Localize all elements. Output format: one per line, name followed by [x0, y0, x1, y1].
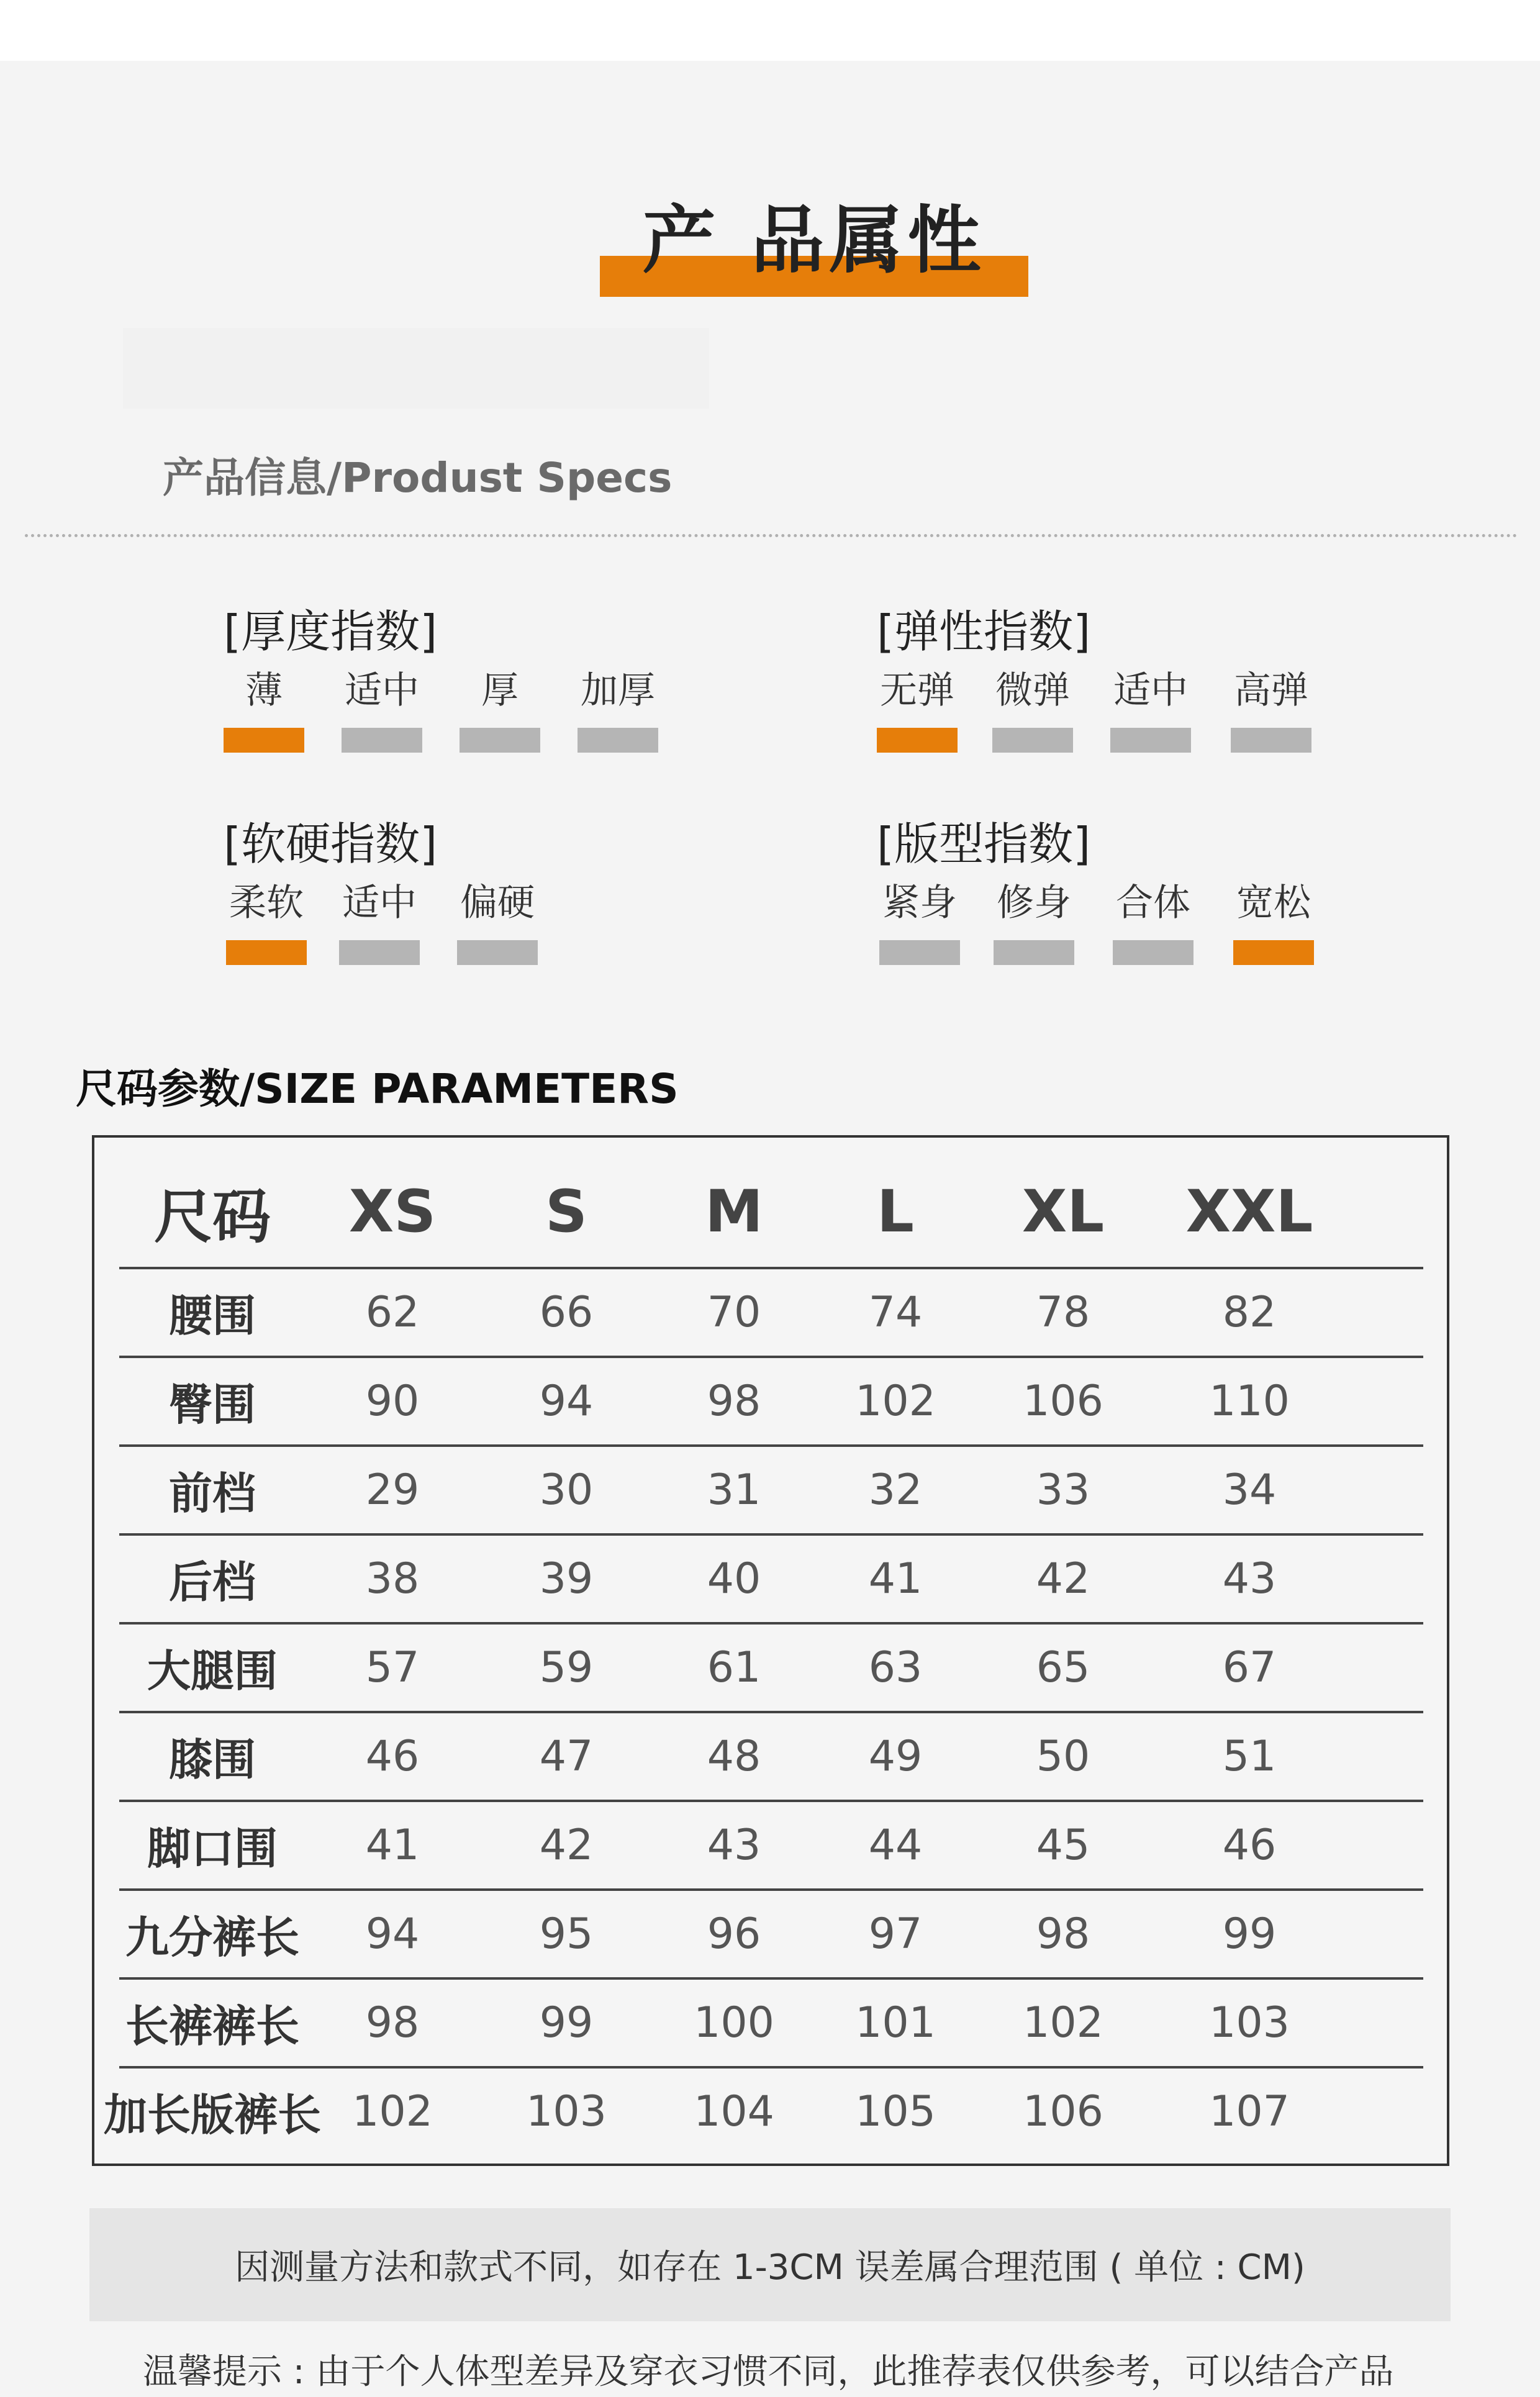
table-cell: 107 — [1209, 2087, 1290, 2136]
table-cell: 94 — [539, 1377, 594, 1426]
table-cell: 47 — [539, 1732, 594, 1781]
table-cell: 46 — [365, 1732, 420, 1781]
table-cell: 78 — [1036, 1288, 1090, 1337]
table-cell: 102 — [352, 2087, 433, 2136]
top-strip — [0, 0, 1540, 61]
table-cell: 39 — [539, 1554, 594, 1603]
option-label: 适中 — [1113, 669, 1188, 712]
table-cell: 98 — [365, 1998, 420, 2047]
option-label: 无弹 — [880, 669, 954, 712]
option-label: 加厚 — [581, 669, 655, 712]
table-cell: 40 — [707, 1554, 761, 1603]
table-cell: 45 — [1036, 1821, 1090, 1870]
option-label: 适中 — [342, 881, 417, 925]
table-row — [119, 1802, 1423, 1891]
option-bar — [339, 940, 420, 965]
option-label: 合体 — [1116, 881, 1190, 925]
table-cell: 103 — [1209, 1998, 1290, 2047]
option-bar — [1113, 940, 1194, 965]
option-bar — [226, 940, 307, 965]
table-cell: 50 — [1036, 1732, 1090, 1781]
dotted-divider — [25, 534, 1518, 537]
table-cell: 44 — [868, 1821, 923, 1870]
table-cell: 102 — [855, 1377, 936, 1426]
measurement-note: 因测量方法和款式不同，如存在 1-3CM 误差属合理范围 ( 单位 : CM) — [89, 2208, 1451, 2321]
table-cell: 41 — [868, 1554, 923, 1603]
row-label-cell: 九分裤长 — [125, 1912, 299, 1963]
table-cell: 110 — [1209, 1377, 1290, 1426]
row-label-cell: 加长版裤长 — [104, 2090, 321, 2141]
option-bar — [992, 728, 1073, 753]
table-cell: 104 — [694, 2087, 774, 2136]
index-title: [软硬指数] — [224, 818, 438, 870]
page-title: 产 品属性 — [642, 197, 986, 283]
table-cell: 100 — [694, 1998, 774, 2047]
size-table — [92, 1135, 1449, 2166]
table-cell: 31 — [707, 1466, 761, 1515]
header-cell: XS — [348, 1177, 437, 1246]
table-cell: 105 — [855, 2087, 936, 2136]
option-label: 柔软 — [229, 881, 304, 925]
option-bar — [879, 940, 960, 965]
option-bar — [457, 940, 538, 965]
option-bar — [342, 728, 422, 753]
table-cell: 57 — [365, 1643, 420, 1692]
header-cell: 尺码 — [153, 1183, 271, 1251]
table-cell: 102 — [1023, 1998, 1103, 2047]
index-title: [厚度指数] — [224, 605, 438, 658]
table-cell: 99 — [539, 1998, 594, 2047]
option-label: 高弹 — [1234, 669, 1308, 712]
table-row — [119, 1358, 1423, 1447]
table-row — [119, 1536, 1423, 1624]
index-title: [弹性指数] — [877, 605, 1091, 658]
table-row — [119, 1713, 1423, 1802]
table-cell: 43 — [707, 1821, 761, 1870]
table-cell: 101 — [855, 1998, 936, 2047]
table-cell: 106 — [1023, 1377, 1103, 1426]
table-cell: 94 — [365, 1910, 420, 1959]
table-cell: 67 — [1222, 1643, 1277, 1692]
faint-placeholder-box — [123, 328, 709, 409]
table-cell: 42 — [1036, 1554, 1090, 1603]
option-bar — [460, 728, 540, 753]
table-cell: 61 — [707, 1643, 761, 1692]
table-header-row — [119, 1156, 1423, 1269]
header-cell: XL — [1021, 1177, 1105, 1246]
table-cell: 65 — [1036, 1643, 1090, 1692]
table-cell: 63 — [868, 1643, 923, 1692]
table-cell: 43 — [1222, 1554, 1277, 1603]
table-cell: 46 — [1222, 1821, 1277, 1870]
option-bar — [1233, 940, 1314, 965]
table-cell: 96 — [707, 1910, 761, 1959]
row-label-cell: 后档 — [169, 1557, 256, 1608]
option-bar — [877, 728, 958, 753]
table-cell: 62 — [365, 1288, 420, 1337]
row-label-cell: 脚口围 — [147, 1823, 278, 1874]
table-cell: 74 — [868, 1288, 923, 1337]
index-title: [版型指数] — [877, 818, 1091, 870]
row-label-cell: 长裤裤长 — [125, 2001, 299, 2052]
table-cell: 98 — [707, 1377, 761, 1426]
row-label-cell: 臀围 — [169, 1379, 256, 1430]
option-label: 厚 — [481, 669, 519, 712]
table-row — [119, 1447, 1423, 1536]
size-heading: 尺码参数/SIZE PARAMETERS — [76, 1065, 679, 1113]
table-cell: 34 — [1222, 1466, 1277, 1515]
option-bar — [1110, 728, 1191, 753]
specs-heading: 产品信息/Produst Specs — [163, 454, 673, 502]
table-cell: 82 — [1222, 1288, 1277, 1337]
tip-text: 温馨提示 : 由于个人体型差异及穿衣习惯不同，此推荐表仅供参考，可以结合产品 — [143, 2352, 1394, 2392]
table-cell: 95 — [539, 1910, 594, 1959]
option-label: 偏硬 — [460, 881, 535, 925]
table-cell: 38 — [365, 1554, 420, 1603]
table-cell: 70 — [707, 1288, 761, 1337]
table-cell: 49 — [868, 1732, 923, 1781]
table-cell: 42 — [539, 1821, 594, 1870]
row-label-cell: 前档 — [169, 1468, 256, 1519]
table-row — [104, 2068, 1423, 2155]
table-row — [119, 1891, 1423, 1980]
table-cell: 106 — [1023, 2087, 1103, 2136]
option-label: 适中 — [345, 669, 419, 712]
table-cell: 59 — [539, 1643, 594, 1692]
table-cell: 99 — [1222, 1910, 1277, 1959]
table-cell: 30 — [539, 1466, 594, 1515]
option-label: 紧身 — [882, 881, 957, 925]
option-label: 微弹 — [995, 669, 1070, 712]
table-cell: 51 — [1222, 1732, 1277, 1781]
header-cell: S — [545, 1177, 587, 1246]
option-bar — [578, 728, 658, 753]
thickness-index — [224, 604, 720, 765]
row-label-cell: 腰围 — [169, 1290, 256, 1341]
header-cell: XXL — [1185, 1177, 1313, 1246]
table-cell: 33 — [1036, 1466, 1090, 1515]
option-label: 修身 — [997, 881, 1071, 925]
option-label: 薄 — [245, 669, 283, 712]
header-cell: L — [877, 1177, 914, 1246]
table-cell: 98 — [1036, 1910, 1090, 1959]
row-label-cell: 膝围 — [169, 1734, 256, 1785]
table-cell: 103 — [526, 2087, 607, 2136]
option-bar — [224, 728, 304, 753]
table-cell: 48 — [707, 1732, 761, 1781]
fit-index — [877, 816, 1374, 977]
option-label: 宽松 — [1236, 881, 1311, 925]
option-bar — [1231, 728, 1311, 753]
table-row — [119, 1624, 1423, 1713]
header-cell: M — [705, 1177, 763, 1246]
table-cell: 29 — [365, 1466, 420, 1515]
elasticity-index — [877, 604, 1374, 765]
option-bar — [994, 940, 1074, 965]
table-cell: 41 — [365, 1821, 420, 1870]
softness-index — [224, 816, 720, 977]
table-cell: 32 — [868, 1466, 923, 1515]
table-row — [119, 1980, 1423, 2068]
table-cell: 97 — [868, 1910, 923, 1959]
table-row — [119, 1269, 1423, 1358]
table-cell: 66 — [539, 1288, 594, 1337]
row-label-cell: 大腿围 — [147, 1646, 278, 1697]
table-cell: 90 — [365, 1377, 420, 1426]
